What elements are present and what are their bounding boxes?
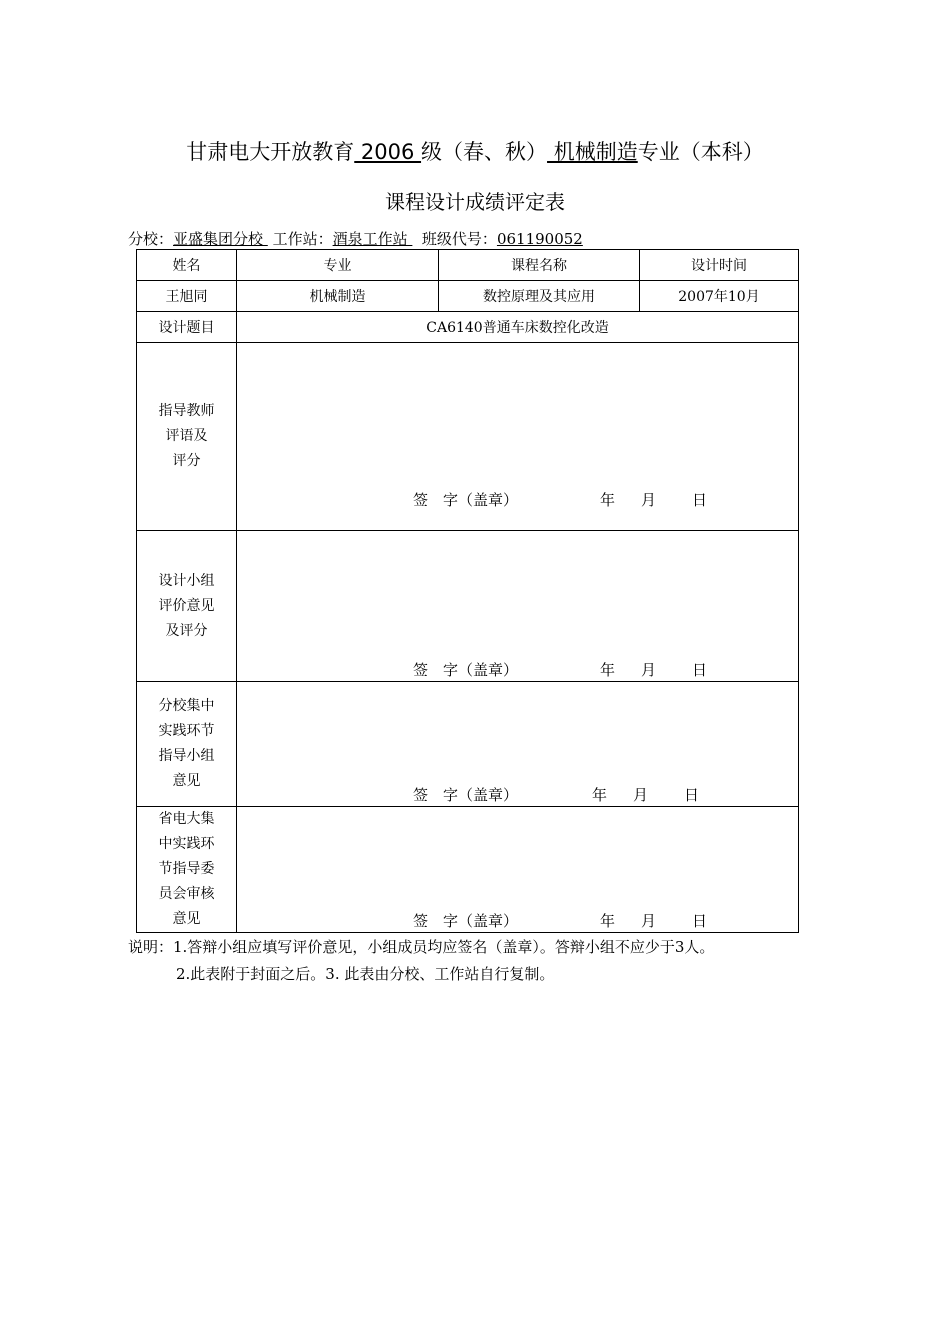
header-major: 专业	[237, 250, 439, 281]
note-line-1: 说明：1.答辩小组应填写评价意见，小组成员均应签名（盖章）。答辩小组不应少于3人。	[128, 938, 715, 956]
sign-label: 签 字（盖章）	[413, 661, 519, 679]
section-label-line: 节指导委	[158, 861, 215, 877]
sign-day: 日	[684, 786, 700, 804]
section-label	[137, 531, 237, 682]
section-content[interactable]	[237, 682, 799, 807]
section-label-line: 员会审核	[158, 886, 215, 902]
evaluation-table	[136, 249, 799, 933]
station-label: 工作站：	[272, 230, 333, 248]
section-label-line: 及评分	[165, 622, 208, 639]
sign-year: 年	[600, 491, 616, 509]
section-content[interactable]	[237, 531, 799, 682]
class-value: 061190052	[496, 230, 583, 248]
section-label-line: 省电大集	[158, 811, 215, 827]
title-year: 2006	[354, 140, 422, 164]
sign-month: 月	[633, 786, 649, 804]
section-label-line: 指导小组	[158, 748, 215, 764]
section-content[interactable]	[237, 807, 799, 933]
sign-month: 月	[641, 912, 657, 930]
section-label-line: 评语及	[165, 428, 208, 444]
class-label: 班级代号：	[421, 230, 497, 248]
title-part2: 级（春、秋）	[421, 140, 548, 164]
section-content[interactable]	[237, 343, 799, 531]
school-value: 亚盛集团分校	[173, 230, 268, 248]
section-row	[137, 531, 799, 682]
header-name: 姓名	[137, 250, 237, 281]
title-part3: 专业（本科）	[637, 140, 764, 164]
section-label	[137, 807, 237, 933]
value-time: 2007年10月	[640, 281, 799, 312]
note-line-2: 2.此表附于封面之后。3. 此表由分校、工作站自行复制。	[176, 965, 555, 983]
section-label	[137, 343, 237, 531]
section-label-line: 中实践环	[158, 836, 215, 852]
header-row	[137, 250, 799, 281]
section-label	[137, 682, 237, 807]
sign-year: 年	[592, 786, 608, 804]
sign-month: 月	[641, 491, 657, 509]
section-label-line: 意见	[172, 773, 201, 789]
section-row	[137, 807, 799, 933]
station-value: 酒泉工作站	[332, 230, 413, 248]
form-subtitle: 课程设计成绩评定表	[385, 190, 565, 214]
section-label-line: 设计小组	[158, 572, 215, 589]
value-course: 数控原理及其应用	[439, 281, 640, 312]
topic-row	[137, 312, 799, 343]
value-row	[137, 281, 799, 312]
section-label-line: 实践环节	[158, 723, 215, 739]
form-title	[0, 136, 950, 166]
sign-day: 日	[692, 912, 708, 930]
value-major: 机械制造	[237, 281, 439, 312]
header-time: 设计时间	[640, 250, 799, 281]
section-label-line: 评分	[172, 453, 201, 469]
meta-line	[128, 228, 583, 249]
sign-month: 月	[641, 661, 657, 679]
signature-line	[413, 910, 707, 931]
sign-day: 日	[692, 661, 708, 679]
signature-line	[413, 659, 707, 680]
signature-line	[413, 784, 699, 805]
sign-day: 日	[692, 491, 708, 509]
value-name: 王旭同	[137, 281, 237, 312]
sign-label: 签 字（盖章）	[413, 786, 519, 804]
title-part1: 甘肃电大开放教育	[186, 140, 355, 164]
sign-label: 签 字（盖章）	[413, 912, 519, 930]
section-row	[137, 682, 799, 807]
section-label-line: 意见	[172, 911, 201, 927]
section-label-line: 评价意见	[158, 597, 215, 614]
topic-label: 设计题目	[137, 312, 237, 343]
section-label-line: 指导教师	[158, 403, 215, 419]
title-major: 机械制造	[547, 140, 638, 164]
header-course: 课程名称	[439, 250, 640, 281]
signature-line	[413, 489, 707, 510]
sign-year: 年	[600, 661, 616, 679]
section-label-line: 分校集中	[158, 698, 215, 714]
school-label: 分校：	[128, 230, 174, 248]
sign-year: 年	[600, 912, 616, 930]
notes	[128, 934, 714, 988]
section-row	[137, 343, 799, 531]
topic-value: CA6140普通车床数控化改造	[237, 312, 799, 343]
sign-label: 签 字（盖章）	[413, 491, 519, 509]
